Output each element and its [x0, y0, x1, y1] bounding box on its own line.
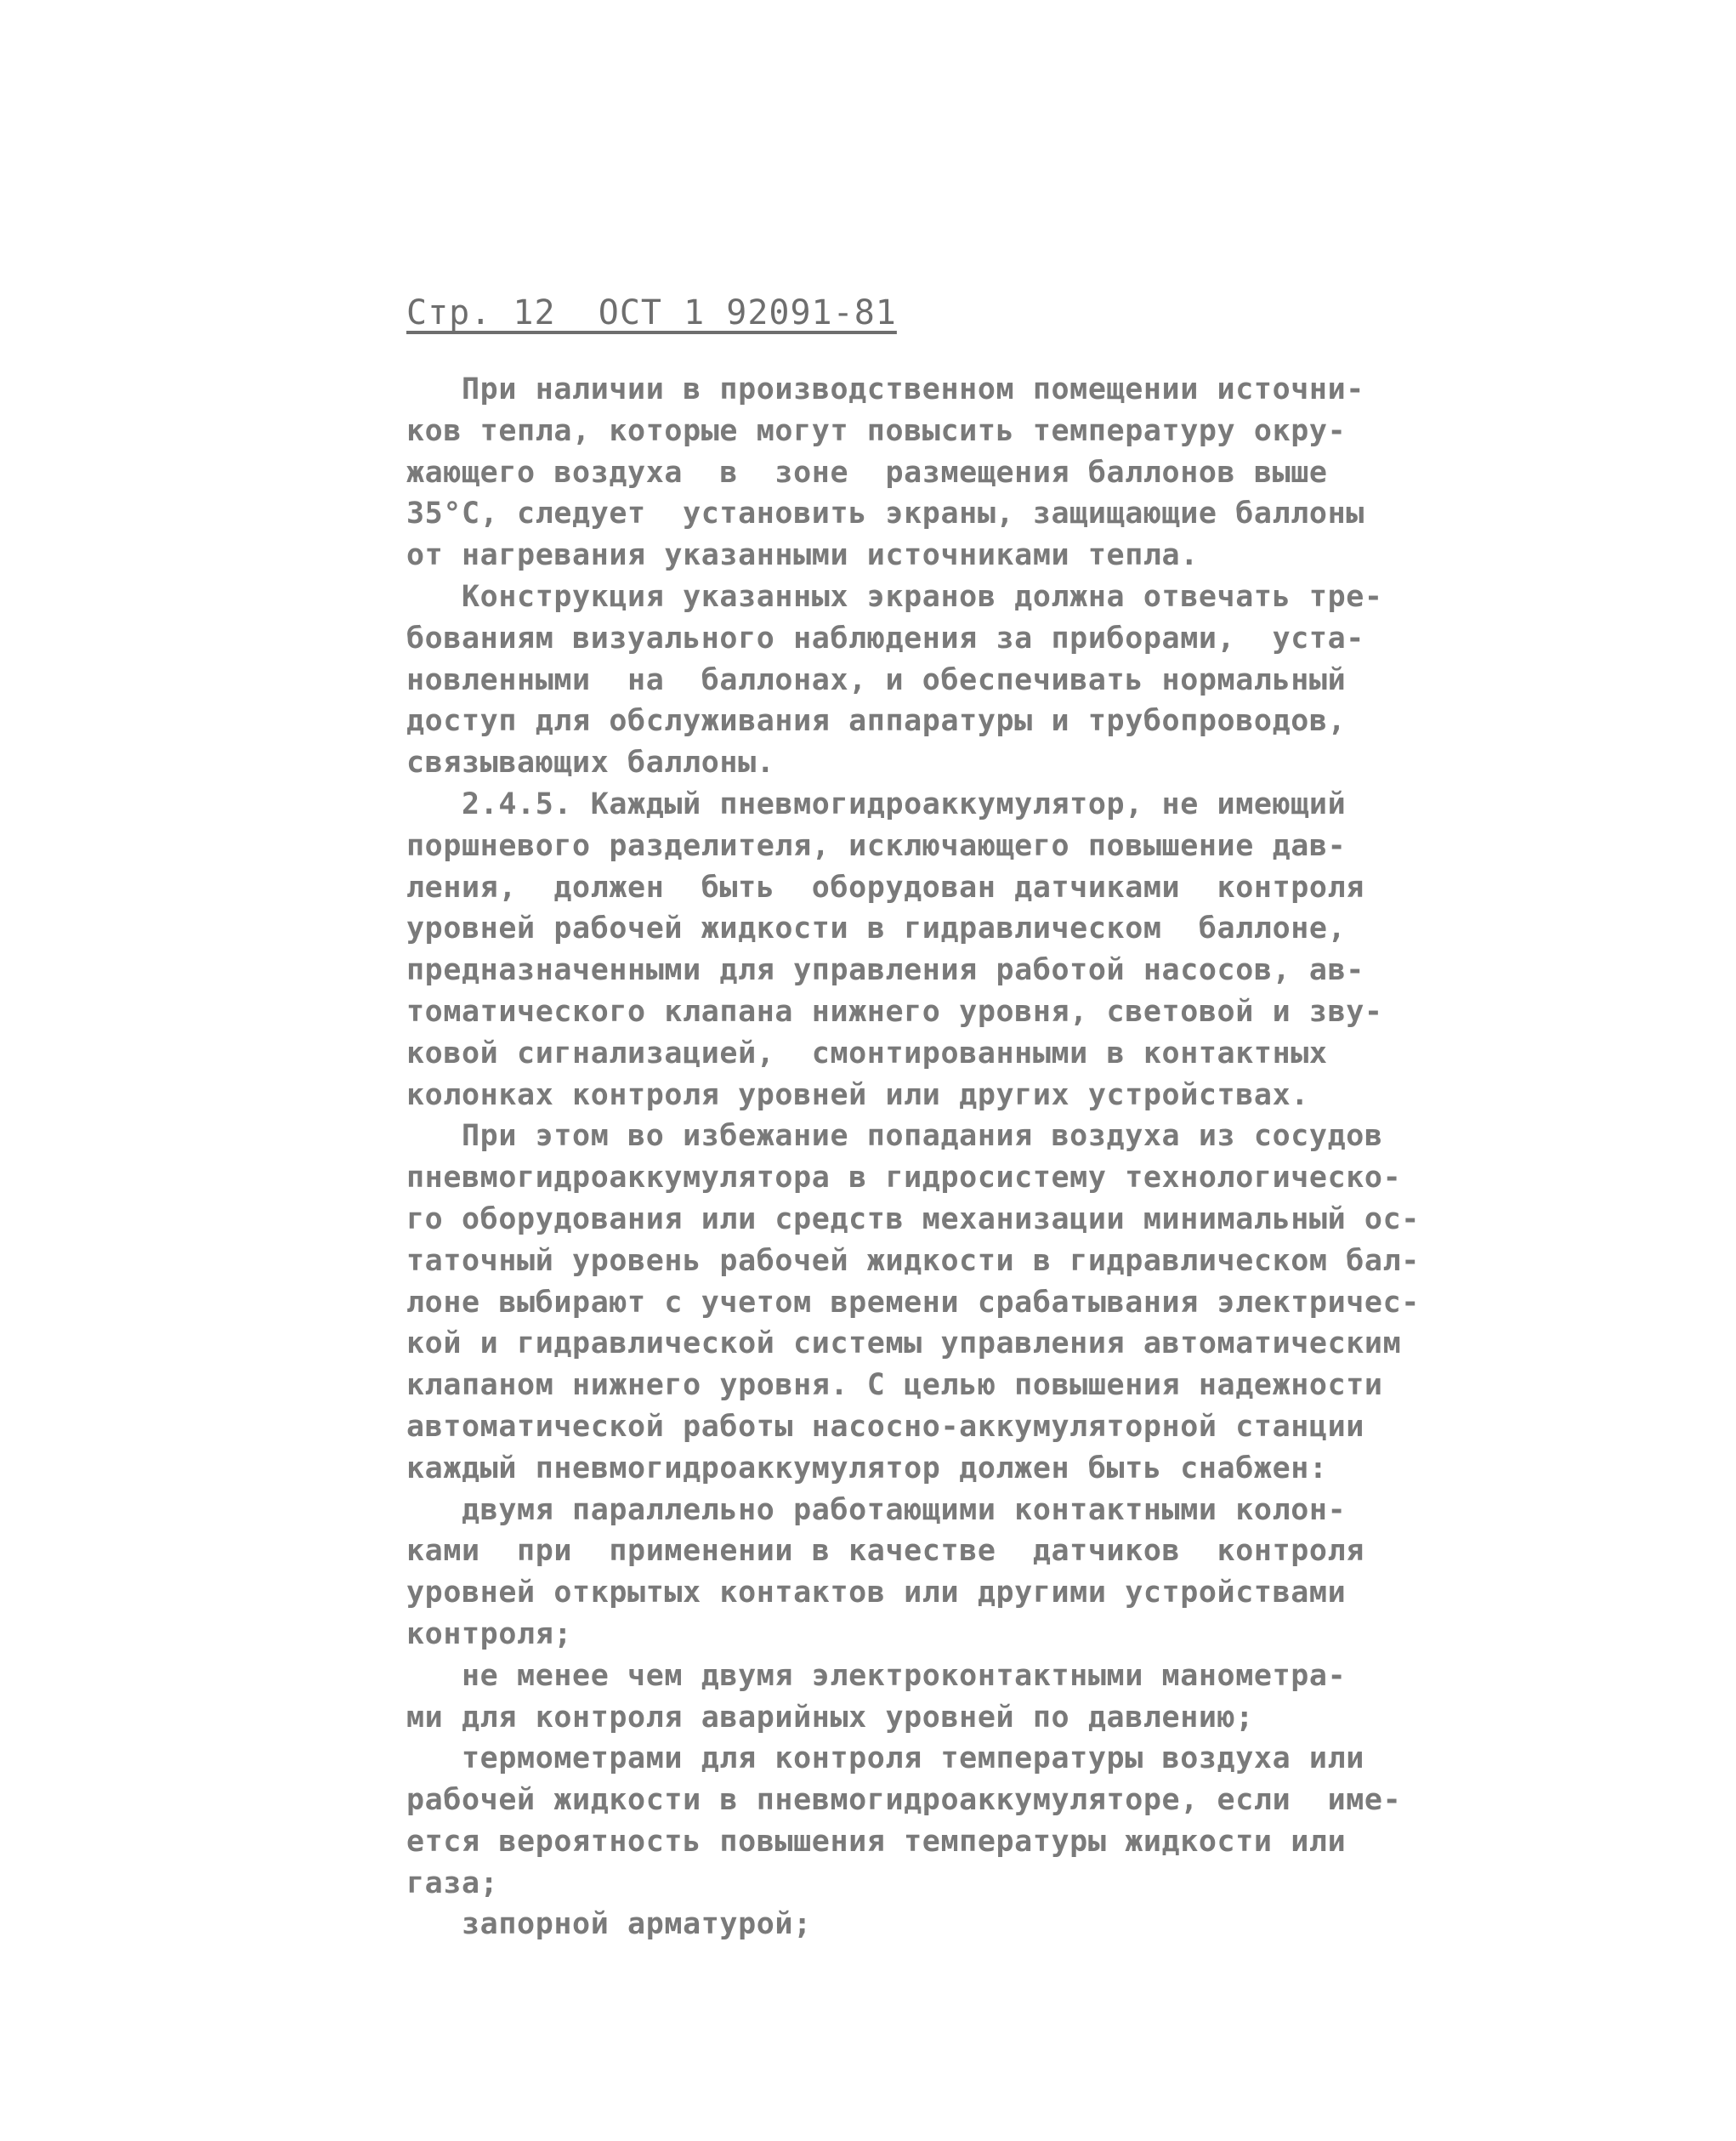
text-line: Конструкция указанных экранов должна отвечать тре- [406, 579, 1383, 614]
text-line: доступ для обслуживания аппаратуры и трубопроводов, [406, 704, 1347, 739]
text-line: предназначенными для управления работой насосов, ав- [406, 953, 1364, 988]
text-line: кой и гидравлической системы управления автоматическим [406, 1326, 1402, 1361]
text-line: томатического клапана нижнего уровня, световой и зву- [406, 994, 1383, 1029]
text-line: ления, должен быть оборудован датчиками контроля [406, 870, 1364, 905]
text-line: бованиям визуального наблюдения за приборами, уста- [406, 621, 1364, 656]
text-line: ется вероятность повышения температуры жидкости или [406, 1824, 1347, 1859]
text-line: новленными на баллонах, и обеспечивать нормальный [406, 662, 1347, 697]
page-header: Стр. 12 ОСТ 1 92091-81 [406, 293, 897, 332]
text-line: лоне выбирают с учетом времени срабатывания электричес- [406, 1285, 1420, 1320]
text-line: уровней открытых контактов или другими устройствами [406, 1576, 1347, 1610]
text-line: каждый пневмогидроаккумулятор должен быть снабжен: [406, 1451, 1328, 1485]
text-line: При наличии в производственном помещении источни- [406, 372, 1364, 406]
text-line: термометрами для контроля температуры воздуха или [406, 1741, 1364, 1776]
text-line: поршневого разделителя, исключающего повышение дав- [406, 828, 1347, 863]
text-line: ковой сигнализацией, смонтированными в контактных [406, 1036, 1328, 1070]
text-line: уровней рабочей жидкости в гидравлическом баллоне, [406, 911, 1347, 946]
text-line: ков тепла, которые могут повысить температуру окру- [406, 413, 1347, 448]
text-line: не менее чем двумя электроконтактными манометра- [406, 1658, 1347, 1693]
text-line: автоматической работы насосно-аккумуляторной станции [406, 1409, 1364, 1444]
text-line: При этом во избежание попадания воздуха из сосудов [406, 1119, 1383, 1154]
text-line: го оборудования или средств механизации минимальный ос- [406, 1201, 1420, 1236]
text-line: 35°С, следует установить экраны, защищающие баллоны [406, 497, 1364, 531]
text-line: пневмогидроаккумулятора в гидросистему технологическо- [406, 1161, 1402, 1195]
text-line: запорной арматурой; [406, 1907, 812, 1942]
text-line: связывающих баллоны. [406, 746, 775, 781]
text-line: колонках контроля уровней или других устройствах. [406, 1077, 1309, 1112]
text-line: газа; [406, 1866, 499, 1900]
text-line: ками при применении в качестве датчиков контроля [406, 1534, 1364, 1569]
text-line: клапаном нижнего уровня. С целью повышения надежности [406, 1368, 1383, 1403]
text-line: двумя параллельно работающими контактными колон- [406, 1492, 1347, 1527]
text-line: рабочей жидкости в пневмогидроаккумуляторе, если име- [406, 1783, 1402, 1818]
body-text [406, 369, 1512, 1945]
text-line: ми для контроля аварийных уровней по давлению; [406, 1700, 1254, 1735]
text-line: 2.4.5. Каждый пневмогидроаккумулятор, не имеющий [406, 787, 1347, 821]
text-line: жающего воздуха в зоне размещения баллонов выше [406, 455, 1328, 490]
text-line: от нагревания указанными источниками тепла. [406, 538, 1199, 573]
text-line: контроля; [406, 1616, 573, 1651]
text-line: таточный уровень рабочей жидкости в гидравлическом бал- [406, 1243, 1420, 1278]
